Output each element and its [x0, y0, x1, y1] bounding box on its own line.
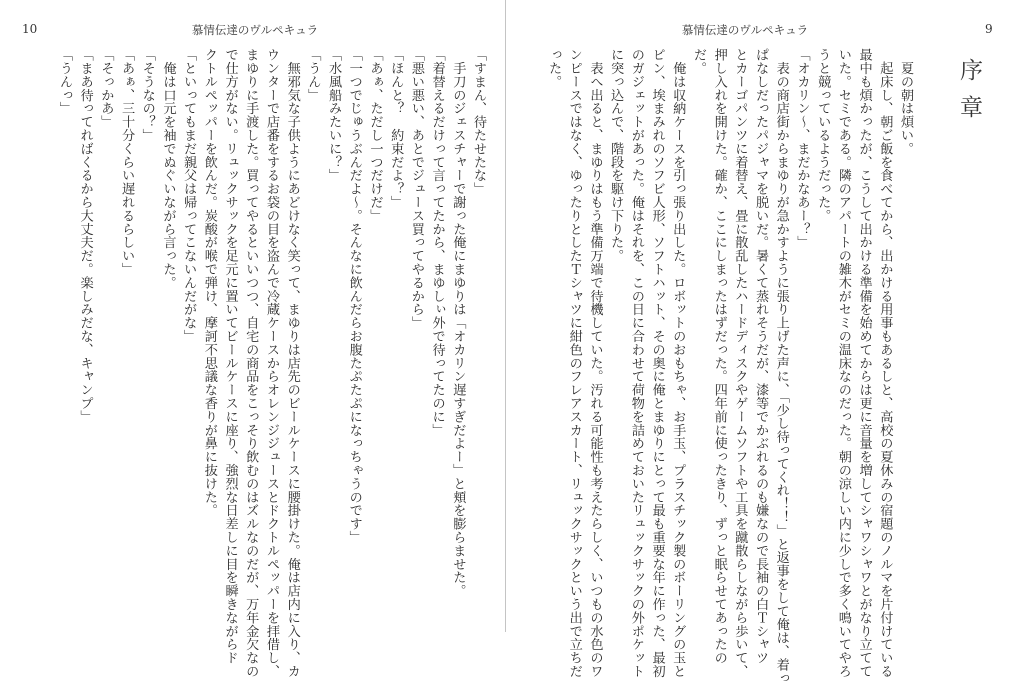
left-page-body	[53, 48, 488, 678]
text-line: 俺は収納ケースを引っ張り出した。ロボットのおもちゃ、お手玉、プラスチック製のボーリングの玉と	[670, 48, 686, 678]
text-line: 「うんっ」	[56, 48, 72, 115]
text-line: うと競っているようだった。	[815, 48, 831, 223]
text-line: 起床し、朝ご飯を食べてから、出かける用事もあるしと、高校の夏休みの宿題のノルマを片付けている	[877, 48, 893, 678]
text-line: 「あぁ、三十分くらい遅れるらしい」	[119, 48, 135, 276]
text-line: まゆりに手渡した。買ってやるといいつつ、自宅の商品をこっそり飲むのはズルなのだが、万年金欠なの	[243, 48, 259, 678]
page-divider	[505, 0, 506, 632]
text-line: だ。	[690, 48, 706, 75]
text-line: 押し入れを開けた。確か、ここにしまったはずだった。四年前に使ったきり、ずっと眠らせてあったの	[711, 48, 727, 665]
text-line: 最中も煩かったが、こうして出かける準備を始めてからは更に音量を増してシャワシャワとがなり立てて	[856, 48, 872, 678]
text-line: ンピースではなく、ゆったりとしたＴシャツに紺色のフレアスカート、リュックサックという出で立ちだ	[566, 48, 582, 678]
text-line: ぱなしだったパジャマを脱いだ。暑くて蒸れそうだが、漆等でかぶれるのも嫌なので長袖の白Ｔシャツ	[753, 48, 769, 665]
text-line: 「悪い悪い、あとでジュース買ってやるから」	[408, 48, 424, 330]
text-line: クトルペッパーを飲んだ。炭酸が喉で弾け、摩訶不思議な香りが鼻に抜けた。	[201, 48, 217, 517]
left-running-title: 慕情伝達のヴルペキュラ	[191, 23, 319, 37]
right-running-title: 慕情伝達のヴルペキュラ	[681, 23, 809, 37]
text-line: った。	[546, 48, 562, 89]
text-line: 俺は口元を袖でぬぐいながら言った。	[160, 48, 176, 290]
right-page-number: 9	[985, 22, 993, 36]
text-line: いた。セミである。隣のアパートの雑木がセミの温床なのだった。朝の涼しい内に少しで多く鳴いてやろ	[835, 48, 851, 678]
text-line: 手刀のジェスチャーで謝った俺にまゆりは「オカリン遅すぎだよー」と頬を膨らませた。	[450, 48, 466, 598]
text-line: 「といってもまだ親父は帰ってこないんだがな」	[181, 48, 197, 343]
text-line: 「あぁ、ただし一つだけだ」	[367, 48, 383, 223]
text-line: 「まあ待ってればくるから大丈夫だ。楽しみだな、キャンプ」	[77, 48, 93, 424]
text-line: ピン、埃まみれのソフビ人形、ソフトハット、その奥に俺とまゆりにとって最も重要な年に作った、最初	[649, 48, 665, 678]
text-line: 無邪気な子供ようにあどけなく笑って、まゆりは店先のビールケースに腰掛けた。俺は店内に入り、カ	[284, 48, 300, 678]
text-line: 「オカリン〜、まだかなあー？」	[794, 48, 810, 249]
text-line: 表へ出ると、まゆりはもう準備万端で待機していた。汚れる可能性も考えたらしく、いつもの水色のワ	[587, 48, 603, 678]
text-line: 「ほんと？ 約束だよ？」	[388, 48, 404, 209]
text-line: のガジェットがあった。俺はそれを、この日に合わせて荷物を詰めておいたリュックサックの外ポケット	[628, 48, 644, 678]
left-page-number: 10	[22, 22, 38, 36]
text-line: 「そうなの？」	[139, 48, 155, 142]
text-line: 夏の朝は煩い。	[898, 48, 913, 156]
text-line: とカーゴパンツに着替え、畳に散乱したハードディスクやゲームソフトや工具を蹴散らしながら歩いて、	[732, 48, 748, 678]
text-line: 「水風船みたいに？」	[326, 48, 342, 182]
chapter-title: 序章	[956, 58, 982, 132]
text-line: 「一つでじゅうぶんだよ〜。そんなに飲んだらお腹たぷたぷになっちゃうのです」	[346, 48, 362, 544]
text-line: ウンターで店番をするお袋の目を盗んで冷蔵ケースからオレンジジュースとドクトルペッパーを拝借し、	[263, 48, 279, 678]
text-line: で仕方がない。リュックサックを足元に置いてビールケースに座り、強烈な日差しに目を瞬きながらド	[222, 48, 238, 665]
text-line: 「うん」	[305, 48, 321, 102]
right-page-body	[542, 48, 915, 685]
text-line: 「そっかあ」	[98, 48, 114, 129]
text-line: 「すまん、待たせたな」	[471, 48, 486, 196]
text-line: 表の商店街からまゆりが急かすように張り上げた声に、「少し待ってくれ！！」と返事をして俺は、着っ	[773, 48, 789, 685]
text-line: 「着替えるだけって言ってたから、まゆしぃ外で待ってたのに」	[429, 48, 445, 437]
text-line: に突っ込んで、階段を駆け下りた。	[608, 48, 624, 263]
